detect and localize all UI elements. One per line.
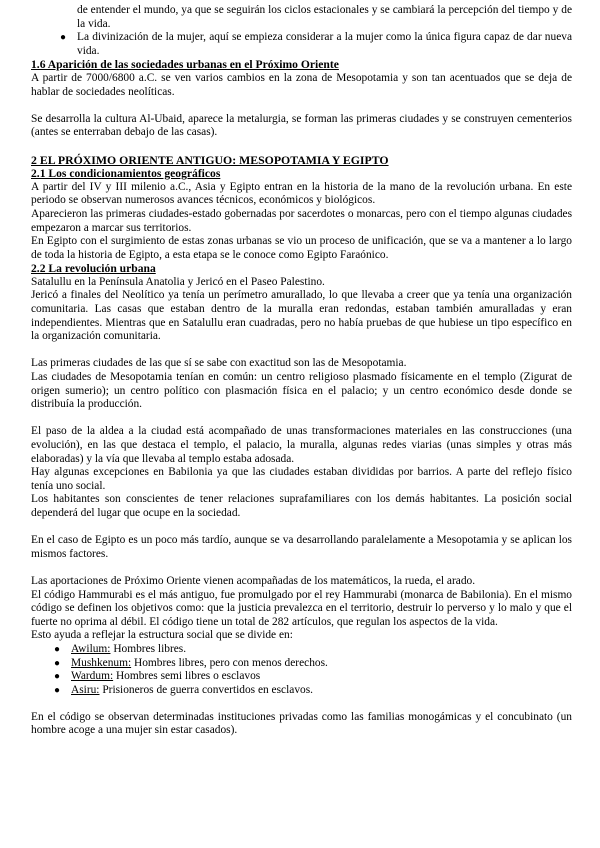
paragraph: Jericó a finales del Neolítico ya tenía un perímetro amurallado, lo que llevaba a creer que ya tenía una organización comunitaria. Las casas que estaban dentro de la muralla eran redondas, estaban también amuralladas y eran independientes. Mientras que en Satalullu eran cuadradas, pero no había pruebas de que hubiese un tipo específico en la organización comunitaria.	[31, 289, 572, 343]
paragraph: Hay algunas excepciones en Babilonia ya que las ciudades estaban divididas por barrios. A parte del reflejo físico tenía uno social.	[31, 466, 572, 492]
social-class-list	[31, 643, 572, 697]
paragraph: El código Hammurabi es el más antiguo, fue promulgado por el rey Hammurabi (monarca de Babilonia). En el mismo código se definen los objetivos como: que la justicia prevalezca en el territorio, destruir lo perverso y lo malo y que el fuerte no oprima al débil. El código tiene un total de 282 artículos, que regulan los aspectos de la vida.	[31, 588, 572, 628]
paragraph: A partir del IV y III milenio a.C., Asia y Egipto entran en la historia de la mano de la revolución urbana. En este periodo se observan numerosos avances técnicos, económicos y biológicos.	[31, 180, 572, 207]
bullet-icon: ●	[54, 657, 61, 669]
paragraph: Las primeras ciudades de las que sí se sabe con exactitud son las de Mesopotamia.	[31, 357, 407, 370]
bullet-icon: ●	[54, 643, 61, 655]
list-item	[77, 4, 572, 31]
subsection-heading-2-2: 2.2 La revolución urbana	[31, 262, 156, 276]
paragraph: Satalullu en la Península Anatolia y Jericó en el Paseo Palestino.	[31, 275, 325, 288]
paragraph: Los habitantes son conscientes de tener relaciones suprafamiliares con los demás habitantes. La posición social dependerá del lugar que ocupe en la sociedad.	[31, 493, 572, 519]
paragraph: En el caso de Egipto es un poco más tardío, aunque se va desarrollando paralelamente a Mesopotamia y se aplican los mismos factores.	[31, 534, 572, 560]
section-heading-1-6: 1.6 Aparición de las sociedades urbanas en el Próximo Oriente	[31, 58, 339, 72]
paragraph: Las ciudades de Mesopotamia tenían en común: un centro religioso plasmado físicamente en el templo (Zigurat de origen sumerio); un centro político con plasmación física en el palacio; y un centro económico desde donde se distribuía la producción.	[31, 371, 572, 411]
class-description: Hombres libres, pero con menos derechos.	[131, 656, 328, 669]
intro-bullet-list	[31, 4, 572, 58]
list-item	[54, 670, 572, 684]
bullet-icon: ●	[54, 671, 61, 683]
list-item	[60, 31, 572, 58]
paragraph: En el código se observan determinadas instituciones privadas como las familias monogámicas y el concubinato (un hombre acoge a una mujer sin estar casados).	[31, 710, 572, 737]
class-term: Asiru:	[71, 683, 100, 696]
paragraph: Esto ayuda a reflejar la estructura social que se divide en:	[31, 629, 293, 642]
class-term: Awilum:	[71, 642, 111, 655]
subsection-heading-2-1: 2.1 Los condicionamientos geográficos	[31, 167, 221, 181]
paragraph: Las aportaciones de Próximo Oriente vienen acompañadas de los matemáticos, la rueda, el arado.	[31, 574, 476, 587]
bullet-text: La divinización de la mujer, aquí se empieza considerar a la mujer como la única figura capaz de dar nueva vida.	[77, 31, 572, 57]
paragraph: En Egipto con el surgimiento de estas zonas urbanas se vio un proceso de unificación, que se va a mantener a lo largo de toda la historia de Egipto, a esta etapa se le conoce como Egipto Faraónico.	[31, 235, 572, 261]
paragraph: Aparecieron las primeras ciudades-estado gobernadas por sacerdotes o monarcas, pero con el tiempo algunas ciudades empezaron a marcar sus territorios.	[31, 207, 572, 234]
class-description: Hombres semi libres o esclavos	[113, 670, 261, 683]
class-term: Wardum:	[71, 670, 114, 683]
list-item	[54, 642, 572, 657]
section-heading-2: 2 EL PRÓXIMO ORIENTE ANTIGUO: MESOPOTAMIA Y EGIPTO	[31, 152, 389, 167]
paragraph: El paso de la aldea a la ciudad está acompañado de unas transformaciones materiales en las construcciones (una evolución), en las que destaca el templo, el palacio, la muralla, algunas redes viarias (unas simples y otras más elaboradas) y la vía que llevaba al templo estaba adosada.	[31, 425, 572, 465]
document-page	[31, 4, 572, 738]
paragraph: Se desarrolla la cultura Al-Ubaid, aparece la metalurgia, se forman las primeras ciudades y se construyen cementerios (antes se enterraban debajo de las casas).	[31, 112, 572, 139]
bullet-icon: ●	[60, 32, 67, 44]
bullet-icon: ●	[54, 684, 61, 696]
class-term: Mushkenum:	[71, 656, 132, 669]
class-description: Hombres libres.	[110, 642, 187, 655]
bullet-continuation-text: de entender el mundo, ya que se seguirán los ciclos estacionales y se cambiará la percepción del tiempo y de la vida.	[77, 4, 572, 30]
list-item	[54, 683, 572, 698]
paragraph: A partir de 7000/6800 a.C. se ven varios cambios en la zona de Mesopotamia y son tan acentuados que se deja de hablar de sociedades neolíticas.	[31, 71, 572, 98]
class-description: Prisioneros de guerra convertidos en esclavos.	[99, 683, 313, 696]
list-item	[54, 656, 572, 671]
